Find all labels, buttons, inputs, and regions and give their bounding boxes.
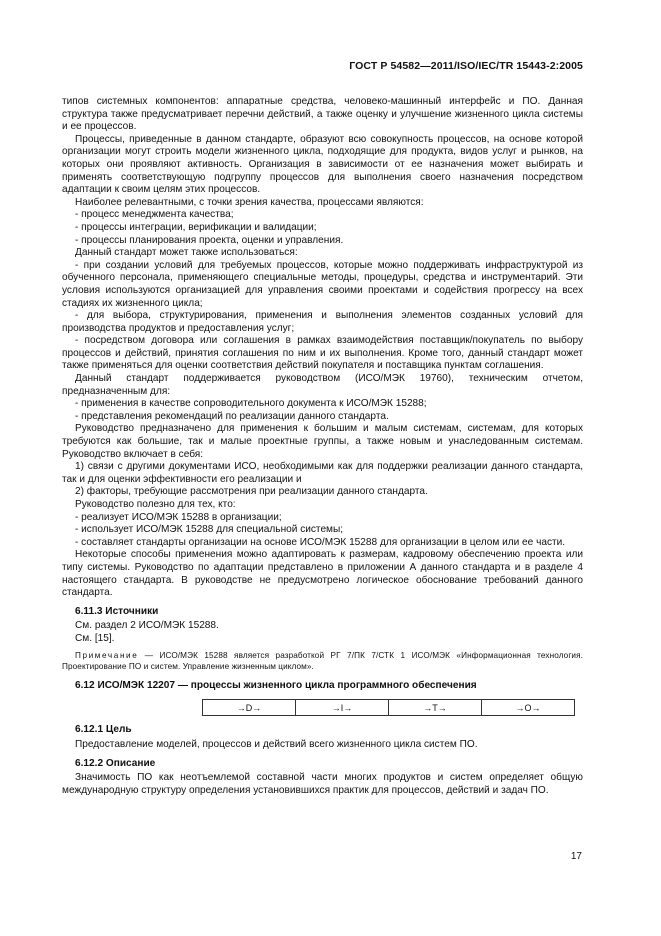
list-item: 1) связи с другими документами ИСО, необходимыми как для поддержки реализации данного стандарта, так и для оценки эффективности его реализации и [62,461,583,485]
page-number: 17 [570,851,582,862]
list-item: - посредством договора или соглашения в рамках взаимодействия поставщик/покупатель по выбору процессов и действий, принятия соглашения по ним и их выполнения. Кроме того, данный стандарт может также применяться для оценки соответствия действий покупателя и поставщика пунктам соглашения. [62,335,583,372]
reference-line: См. раздел 2 ИСО/МЭК 15288. [75,620,219,632]
paragraph: Руководство полезно для тех, кто: [75,499,236,510]
section-heading: 6.11.3 Источники [75,605,159,617]
process-flow-table [202,699,575,716]
paragraph: Руководство предназначено для применения к большим и малым системам, системам, для которых требуются как большие, так и малые проектные группы, а также новым и унаследованным системам. Руководство включает в себя: [62,423,583,460]
list-item: - процесс менеджмента качества; [75,209,234,221]
flow-cell-d: →D→ [203,700,296,716]
list-item: - использует ИСО/МЭК 15288 для специальной системы; [75,524,344,536]
page-body [62,96,583,797]
list-item: - при создании условий для требуемых процессов, которые можно поддерживать инфраструктурой из обученного персонала, применяющего специальные методы, процедуры, средства и инструментарий. Эти условия используются организацией для управления своими проектами и содействия прогрессу на всех стадиях их жизненного цикла; [62,259,583,309]
paragraph: Значимость ПО как неотъемлемой составной части многих продуктов и систем определяет общую международную структуру определения установившихся практик для процессов, действий и задач ПО. [62,772,583,796]
paragraph: Данный стандарт поддерживается руководством (ИСО/МЭК 19760), техническим отчетом, предназначенным для: [62,373,583,397]
section-heading: 6.12.2 Описание [75,757,156,769]
paragraph: Предоставление моделей, процессов и действий всего жизненного цикла систем ПО. [75,738,478,750]
list-item: - представления рекомендаций по реализации данного стандарта. [75,410,389,422]
list-item: - составляет стандарты организации на основе ИСО/МЭК 15288 для организации в целом или ее части. [75,536,566,548]
note-label: Примечание [75,650,139,660]
section-heading: 6.12.1 Цель [75,724,132,736]
flow-cell-t: →T→ [389,700,482,716]
reference-line: См. [15]. [75,632,115,644]
list-item: - реализует ИСО/МЭК 15288 в организации; [75,511,282,523]
paragraph: Процессы, приведенные в данном стандарте, образуют всю совокупность процессов, на основе которой организации могут строить модели жизненного цикла, подходящие для продукта, видов услуг и рынков, на которых они проявляют активность. Организация в зависимости от ее назначения может выбирать и применять соответствующую подгруппу процессов для выполнения своего назначения посредством адаптации к своим целям этих процессов. [62,133,583,196]
paragraph: Данный стандарт может также использоваться: [75,247,298,259]
flow-cell-i: →I→ [296,700,389,716]
note [62,650,583,672]
paragraph: Некоторые способы применения можно адаптировать к размерам, кадровому обеспечению проекта или типу системы. Руководство по адаптации представлено в приложении А данного стандарта и в разделе 4 настоящего стандарта. В руководстве не предусмотрено логическое обоснование требований данного стандарта. [62,549,583,599]
list-item: 2) факторы, требующие рассмотрения при реализации данного стандарта. [75,486,428,498]
document-header: ГОСТ Р 54582—2011/ISO/IEC/TR 15443-2:2005 [349,60,583,72]
list-item: - процессы интеграции, верификации и валидации; [75,221,317,233]
paragraph: Наиболее релевантными, с точки зрения качества, процессами являются: [75,196,424,208]
list-item: - применения в качестве сопроводительного документа к ИСО/МЭК 15288; [75,398,427,410]
paragraph: типов системных компонентов: аппаратные средства, человеко-машинный интерфейс и ПО. Данная структура также предусматривает перечни действий, а также оценку и улучшение жизненного цикла системы и ее процессов. [62,96,583,133]
section-heading: 6.12 ИСО/МЭК 12207 — процессы жизненного цикла программного обеспечения [75,679,477,691]
list-item: - процессы планирования проекта, оценки и управления. [75,234,344,246]
note-text: — ИСО/МЭК 15288 является разработкой РГ 7/ПК 7/СТК 1 ИСО/МЭК «Информационная технология. Проектирование ПО и систем. Управление жизненным циклом». [62,650,583,671]
list-item: - для выбора, структурирования, применения и выполнения элементов созданных условий для производства продуктов и предоставления услуг; [62,310,583,334]
flow-cell-o: →O→ [482,700,575,716]
